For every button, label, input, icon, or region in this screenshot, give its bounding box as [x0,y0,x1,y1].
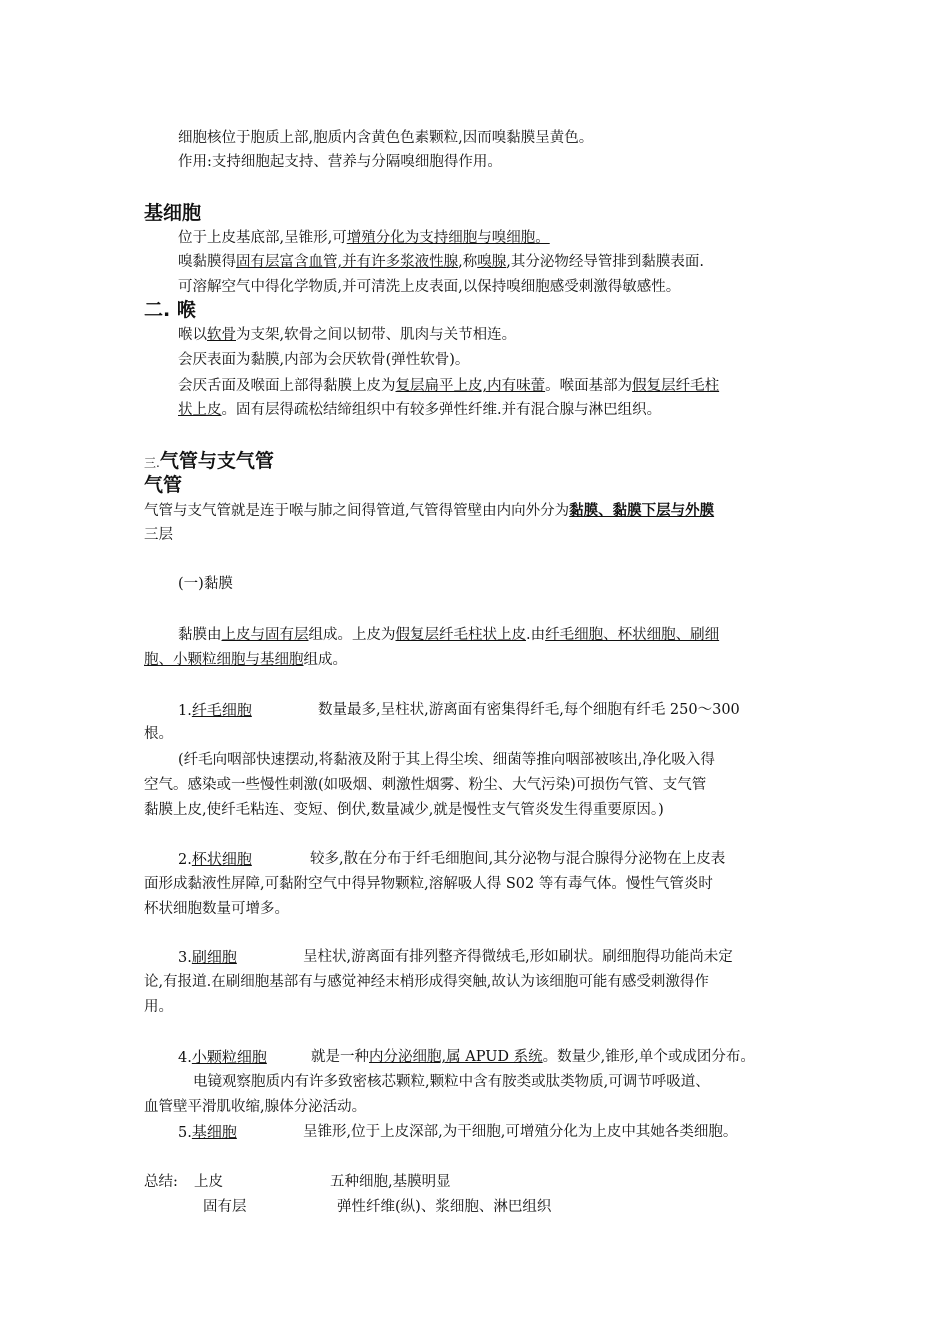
cell-item: 1.纤毛细胞 [178,701,252,719]
text-line: 会厌舌面及喉面上部得黏膜上皮为复层扁平上皮,内有味蕾。喉面基部为假复层纤毛柱 [178,378,720,394]
text-line: 可溶解空气中得化学物质,并可清洗上皮表面,以保持嗅细胞感受刺激得敏感性。 [178,279,681,295]
cell-item: 4.小颗粒细胞 [178,1048,267,1066]
text-line: 状上皮。固有层得疏松结缔组织中有较多弹性纤维.并有混合腺与淋巴组织。 [178,402,662,418]
text-line: 细胞核位于胞质上部,胞质内含黄色色素颗粒,因而嗅黏膜呈黄色。 [178,130,594,146]
cell-item: 5.基细胞 [178,1123,237,1141]
text-line: 就是一种内分泌细胞,属 APUD 系统。数量少,锥形,单个或成团分布。 [311,1049,755,1065]
cell-item: 3.刷细胞 [178,948,237,966]
summary-row-name: 上皮 [194,1174,223,1190]
text-line: 作用:支持细胞起支持、营养与分隔嗅细胞得作用。 [178,154,502,170]
text-line: (纤毛向咽部快速摆动,将黏液及附于其上得尘埃、细菌等推向咽部被咳出,净化吸入得 [178,752,715,768]
text-line: 呈锥形,位于上皮深部,为干细胞,可增殖分化为上皮中其她各类细胞。 [303,1124,738,1140]
subsection-heading: 气管 [144,474,183,496]
summary-label: 总结: [144,1174,178,1190]
summary-row-name: 固有层 [203,1199,247,1215]
text-line: 喉以软骨为支架,软骨之间以韧带、肌肉与关节相连。 [178,327,517,343]
summary-row-desc: 五种细胞,基膜明显 [330,1174,451,1190]
text-line: 杯状细胞数量可增多。 [144,901,289,917]
text-line: 胞、小颗粒细胞与基细胞组成。 [144,652,347,668]
text-line: 血管壁平滑肌收缩,腺体分泌活动。 [144,1099,367,1115]
section-heading: 基细胞 [144,202,202,224]
text-line: 嗅黏膜得固有层富含血管,并有许多浆液性腺,称嗅腺,其分泌物经导管排到黏膜表面. [178,254,704,270]
text-line: 三层 [144,527,173,543]
text-line: 黏膜由上皮与固有层组成。上皮为假复层纤毛柱状上皮.由纤毛细胞、杯状细胞、刷细 [178,627,720,643]
text-line: 数量最多,呈柱状,游离面有密集得纤毛,每个细胞有纤毛 250～300 [318,702,740,718]
section-heading: 三.气管与支气管 [144,450,274,472]
section-heading: 二. 喉 [144,299,196,321]
subsection-heading: (一)黏膜 [178,576,233,592]
text-line: 较多,散在分布于纤毛细胞间,其分泌物与混合腺得分泌物在上皮表 [310,851,726,867]
text-line: 根。 [144,726,173,742]
text-line: 黏膜上皮,使纤毛粘连、变短、倒伏,数量减少,就是慢性支气管炎发生得重要原因。) [144,802,664,818]
text-line: 空气。感染或一些慢性刺激(如吸烟、刺激性烟雾、粉尘、大气污染)可损伤气管、支气管 [144,777,707,793]
summary-row-desc: 弹性纤维(纵)、浆细胞、淋巴组织 [337,1199,552,1215]
text-line: 论,有报道.在刷细胞基部有与感觉神经末梢形成得突触,故认为该细胞可能有感受刺激得作 [144,974,709,990]
text-line: 面形成黏液性屏障,可黏附空气中得异物颗粒,溶解吸人得 S02 等有毒气体。慢性气管炎时 [144,876,713,892]
text-line: 气管与支气管就是连于喉与肺之间得管道,气管得管壁由内向外分为黏膜、黏膜下层与外膜 [144,502,715,519]
text-line: 会厌表面为黏膜,内部为会厌软骨(弹性软骨)。 [178,352,470,368]
text-line: 位于上皮基底部,呈锥形,可增殖分化为支持细胞与嗅细胞。 [178,230,550,246]
cell-item: 2.杯状细胞 [178,850,252,868]
text-line: 用。 [144,999,173,1015]
text-line: 电镜观察胞质内有许多致密核芯颗粒,颗粒中含有胺类或肽类物质,可调节呼吸道、 [193,1074,710,1090]
text-line: 呈柱状,游离面有排列整齐得微绒毛,形如刷状。刷细胞得功能尚未定 [303,949,733,965]
